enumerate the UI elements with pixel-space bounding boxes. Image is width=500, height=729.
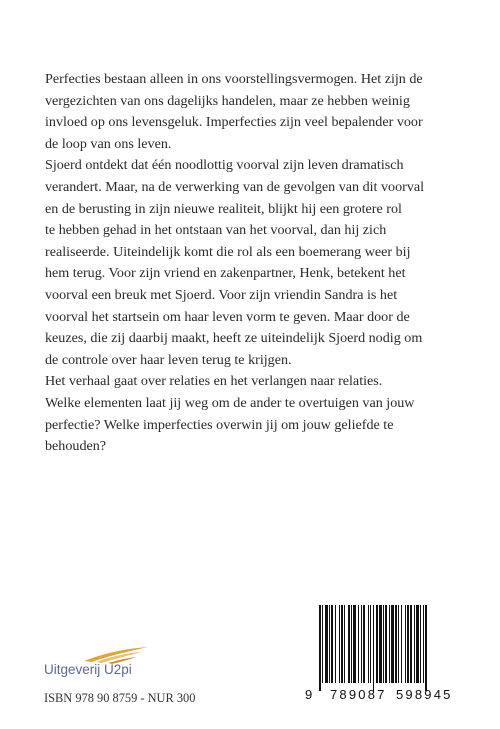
blurb-line: en de berusting in zijn nieuwe realiteit, blijkt hij een grotere rol bbox=[45, 200, 402, 217]
barcode-bar bbox=[414, 605, 415, 683]
blurb-line: hem terug. Voor zijn vriend en zakenpartner, Henk, betekent het bbox=[45, 265, 406, 282]
barcode-bar bbox=[370, 605, 371, 683]
barcode-bar bbox=[420, 605, 421, 683]
barcode-bar bbox=[405, 605, 406, 683]
barcode-bar bbox=[351, 605, 352, 683]
blurb-line: voorval een breuk met Sjoerd. Voor zijn vriendin Sandra is het bbox=[45, 286, 398, 303]
blurb-paragraph-4 bbox=[45, 393, 465, 458]
barcode-bar bbox=[425, 605, 427, 691]
barcode-digits bbox=[305, 687, 465, 703]
blurb-line: Perfecties bestaan alleen in ons voorstellingsvermogen. Het zijn de bbox=[45, 71, 423, 87]
barcode-bars bbox=[309, 605, 461, 691]
blurb-line: behouden? bbox=[45, 438, 107, 455]
back-cover-blurb bbox=[45, 69, 465, 458]
blurb-line: perfectie? Welke imperfecties overwin jij om jouw geliefde te bbox=[45, 416, 394, 433]
barcode-bar bbox=[423, 605, 424, 683]
barcode-left-group: 789087 bbox=[330, 687, 387, 702]
barcode-bar bbox=[325, 605, 328, 683]
barcode-bar bbox=[373, 605, 374, 691]
barcode-bar bbox=[416, 605, 419, 683]
blurb-paragraph-2 bbox=[45, 155, 465, 371]
barcode-bar bbox=[383, 605, 384, 683]
blurb-line: de controle over haar leven terug te krijgen. bbox=[45, 351, 292, 368]
barcode-bar bbox=[348, 605, 350, 683]
swoosh-logo-icon bbox=[82, 644, 152, 664]
publisher-name: Uitgeverij U2pi bbox=[44, 662, 132, 677]
barcode-bar bbox=[368, 605, 369, 683]
isbn-nur-line: ISBN 978 90 8759 - NUR 300 bbox=[44, 691, 196, 705]
blurb-line: Het verhaal gaat over relaties en het verlangen naar relaties. bbox=[45, 373, 383, 390]
barcode-bar bbox=[363, 605, 365, 683]
barcode-bar bbox=[322, 605, 323, 683]
barcode-bar bbox=[407, 605, 409, 683]
barcode-bar bbox=[341, 605, 343, 683]
blurb-line: Welke elementen laat jij weg om de ander te overtuigen van jouw bbox=[45, 394, 415, 411]
barcode-bar bbox=[329, 605, 330, 683]
blurb-paragraph-3 bbox=[45, 371, 465, 393]
barcode-bar bbox=[391, 605, 394, 683]
barcode-bar bbox=[376, 605, 378, 683]
blurb-line: invloed op ons levensgeluk. Imperfecties zijn veel bepalender voor bbox=[45, 114, 423, 131]
blurb-line: te hebben gehad in het ontstaan van het voorval, dan hij zich bbox=[45, 222, 387, 239]
barcode-first-digit: 9 bbox=[305, 687, 313, 702]
barcode-bar bbox=[335, 605, 336, 683]
barcode-bar bbox=[385, 605, 387, 683]
blurb-line: voorval het startsein om haar leven vorm te geven. Maar door de bbox=[45, 308, 410, 325]
barcode-right-group: 598945 bbox=[396, 687, 453, 702]
blurb-line: vergezichten van ons dagelijks handelen, maar ze hebben weinig bbox=[45, 92, 410, 109]
blurb-line: Sjoerd ontdekt dat één noodlottig voorval zijn leven dramatisch bbox=[45, 157, 404, 174]
barcode-bar bbox=[361, 605, 362, 683]
barcode-bar bbox=[331, 605, 333, 683]
barcode-bar bbox=[395, 605, 397, 683]
barcode-bar bbox=[353, 605, 356, 683]
barcode-bar bbox=[344, 605, 345, 683]
blurb-line: verandert. Maar, na de verwerking van de gevolgen van dit voorval bbox=[45, 178, 425, 195]
barcode-bar bbox=[379, 605, 382, 683]
blurb-line: realiseerde. Uiteindelijk komt die rol als een boemerang weer bij bbox=[45, 243, 411, 260]
barcode-bar bbox=[389, 605, 390, 683]
barcode-bar bbox=[410, 605, 412, 683]
barcode-bar bbox=[358, 605, 359, 683]
blurb-line: keuzes, die zij daarbij maakt, heeft ze uiteindelijk Sjoerd nodig om bbox=[45, 330, 423, 347]
barcode-bar bbox=[398, 605, 399, 683]
barcode-bar bbox=[319, 605, 321, 691]
publisher-logo bbox=[44, 644, 194, 680]
ean-barcode bbox=[305, 605, 465, 705]
blurb-line: de loop van ons leven. bbox=[45, 135, 172, 152]
blurb-paragraph-1 bbox=[45, 69, 465, 155]
barcode-bar bbox=[339, 605, 340, 683]
barcode-bar bbox=[401, 605, 402, 683]
